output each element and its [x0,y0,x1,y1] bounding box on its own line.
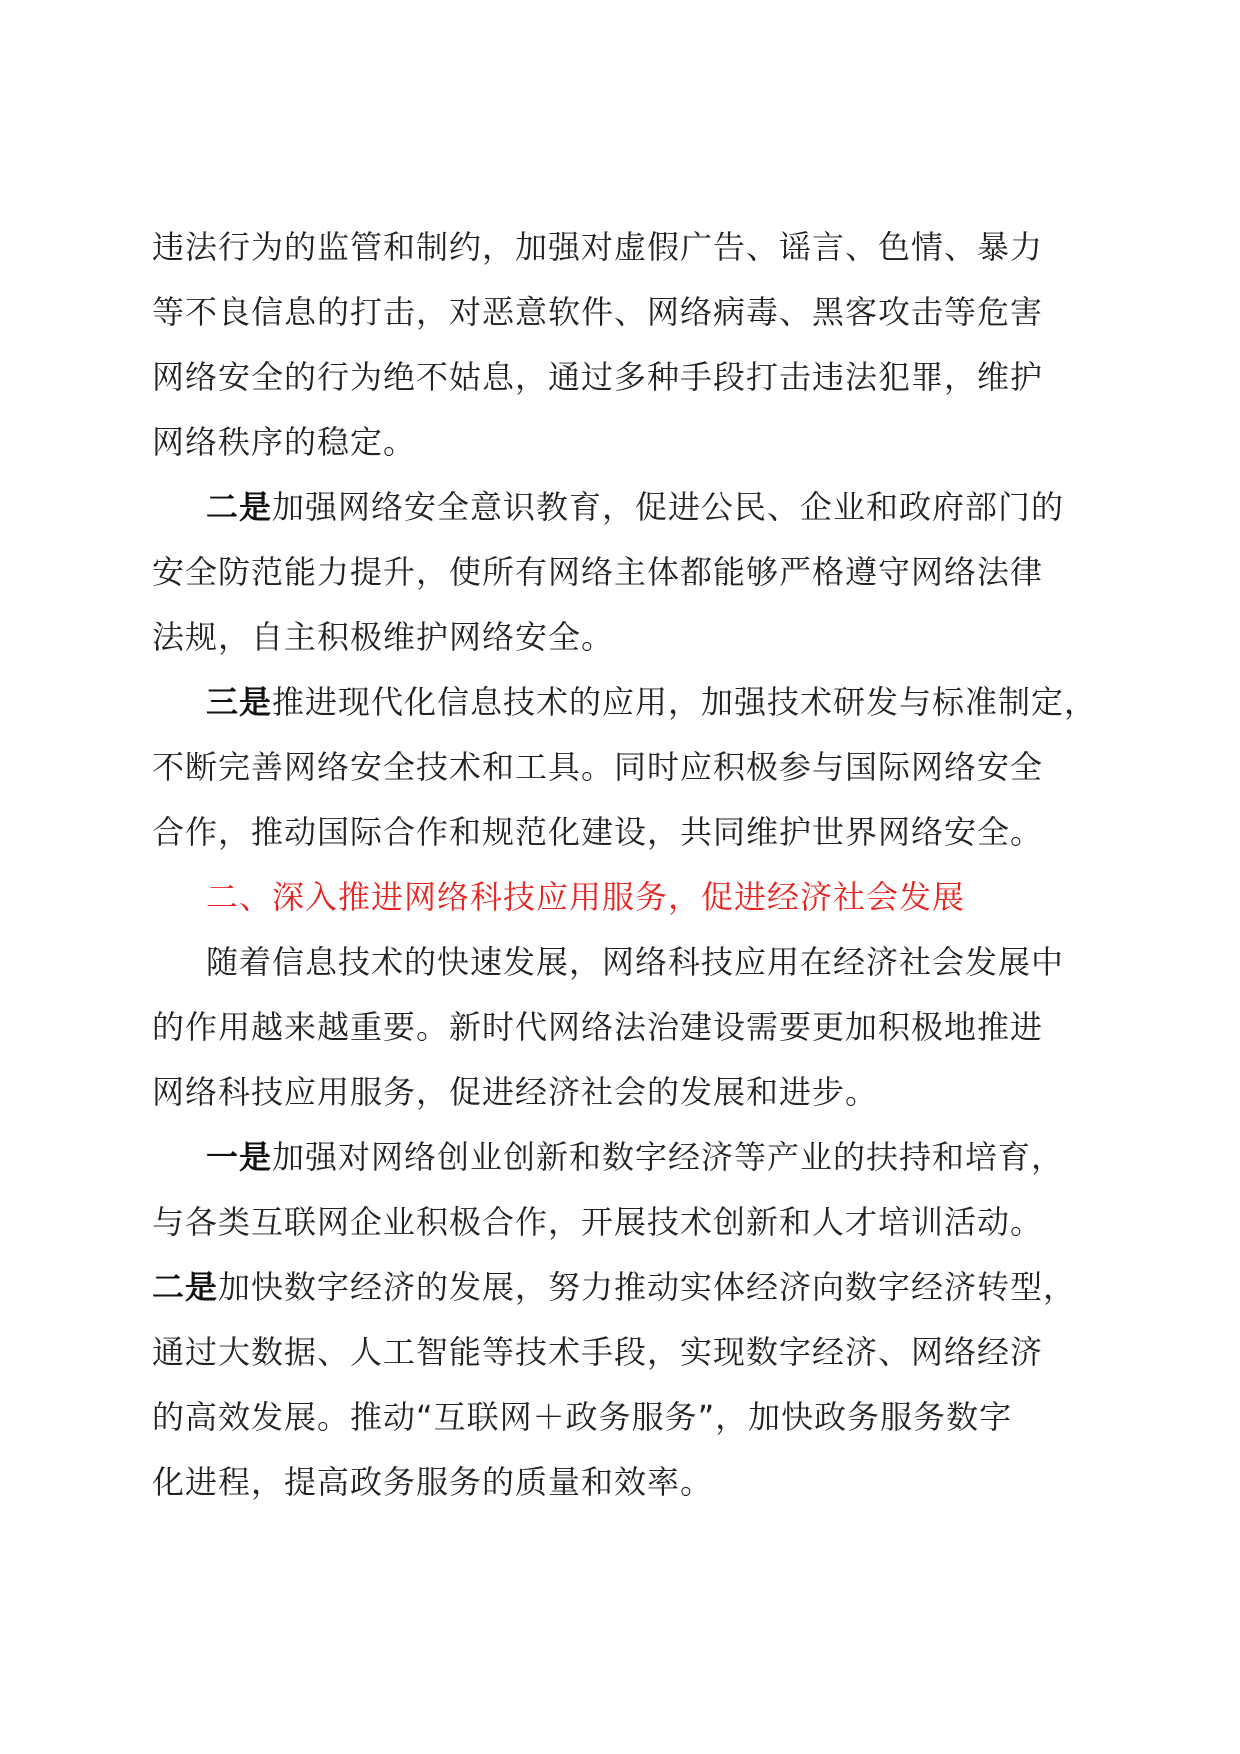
point1-lead: 一是 [206,1138,273,1176]
item3-lead: 三是 [206,683,273,721]
point1-text: 加强对网络创业创新和数字经济等产业的扶持和培育， [272,1138,1065,1176]
paragraph-item2-first-line [152,475,1152,540]
text-line: 合作，推动国际合作和规范化建设，共同维护世界网络安全。 [152,813,1044,851]
text-line: 网络安全的行为绝不姑息，通过多种手段打击违法犯罪，维护 [152,358,1044,396]
paragraph-item3-first-line [152,670,1152,735]
text-line: 网络科技应用服务，促进经济社会的发展和进步。 [152,1073,879,1111]
item2-lead: 二是 [206,488,273,526]
text-line: 网络秩序的稳定。 [152,423,417,461]
intro-first-line: 随着信息技术的快速发展，网络科技应用在经济社会发展中 [206,943,1065,981]
point2-text: 加快数字经济的发展，努力推动实体经济向数字经济转型， [218,1268,1077,1306]
text-line: 的作用越来越重要。新时代网络法治建设需要更加积极地推进 [152,1008,1044,1046]
text-line: 等不良信息的打击，对恶意软件、网络病毒、黑客攻击等危害 [152,293,1044,331]
text-line: 与各类互联网企业积极合作，开展技术创新和人才培训活动。 [152,1203,1044,1241]
text-line: 违法行为的监管和制约，加强对虚假广告、谣言、色情、暴力 [152,228,1044,266]
point2-lead: 二是 [152,1268,219,1306]
text-line: 不断完善网络安全技术和工具。同时应积极参与国际网络安全 [152,748,1044,786]
paragraph-point2-first-line [152,1255,1152,1320]
section-heading: 二、深入推进网络科技应用服务，促进经济社会发展 [206,878,966,916]
text-line: 化进程，提高政务服务的质量和效率。 [152,1463,714,1501]
item2-text: 加强网络安全意识教育，促进公民、企业和政府部门的 [272,488,1065,526]
item3-text: 推进现代化信息技术的应用，加强技术研发与标准制定， [272,683,1098,721]
text-line: 安全防范能力提升，使所有网络主体都能够严格遵守网络法律 [152,553,1044,591]
text-line: 法规，自主积极维护网络安全。 [152,618,615,656]
document-body [152,215,1152,1515]
text-line: 通过大数据、人工智能等技术手段，实现数字经济、网络经济 [152,1333,1044,1371]
paragraph-point1-first-line [152,1125,1152,1190]
text-line: 的高效发展。推动“互联网＋政务服务”，加快政务服务数字 [152,1398,1013,1436]
